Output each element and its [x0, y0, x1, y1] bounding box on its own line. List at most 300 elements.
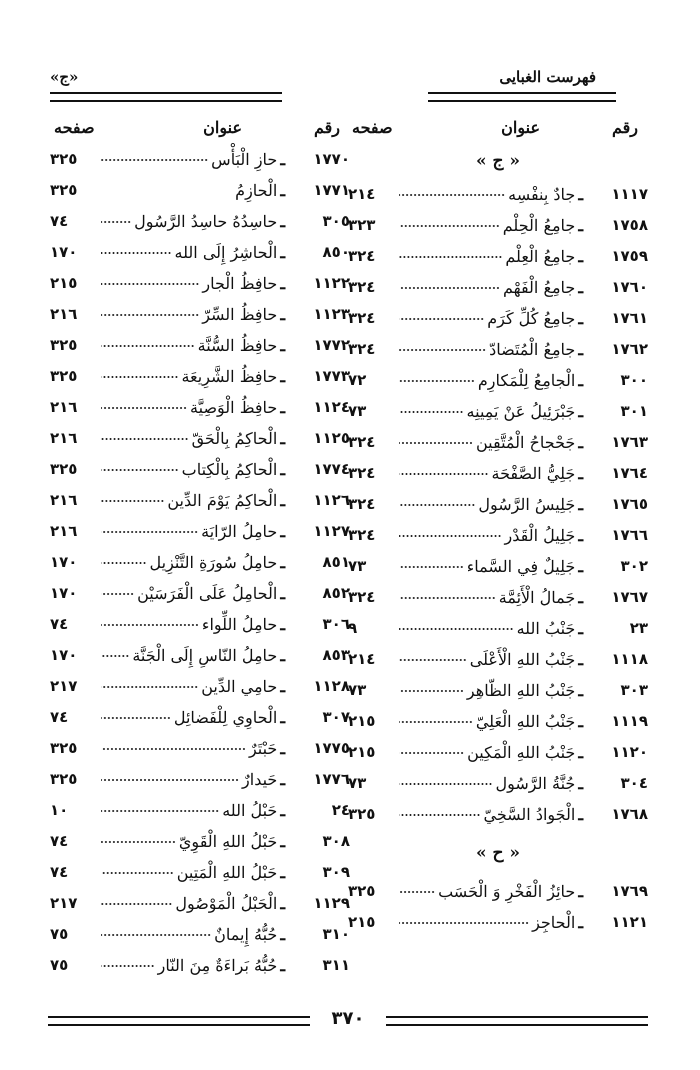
entry-number: ٨٥٢ [322, 584, 350, 602]
entry-number: ١٧٥٨ [611, 216, 648, 234]
entry-title: حافِظُ الْوَصِيَّة [190, 398, 278, 417]
entry-page: ٢١٧ [50, 894, 78, 912]
entry-page: ٣٢٥ [50, 739, 78, 757]
entry-page: ٧٣ [348, 774, 367, 792]
entry-title: جَنْبُ اللهِ الظّاهِر [466, 681, 576, 700]
entry-title: الْحاشِرُ إِلَى الله [174, 243, 278, 262]
column-header [50, 118, 350, 144]
index-entry [348, 241, 648, 272]
leader-dots [399, 623, 514, 635]
entry-dash: ـ [578, 247, 583, 266]
entry-number: ١١٢٤ [313, 398, 350, 416]
entry-number: ١١٢٠ [611, 743, 648, 761]
entry-number: ٣١٠ [322, 925, 350, 943]
entry-dash: ـ [280, 708, 285, 727]
entry-dash: ـ [578, 526, 583, 545]
entry-dash: ـ [578, 588, 583, 607]
entry-dash: ـ [280, 956, 285, 975]
entry-page: ٣٢٥ [50, 770, 78, 788]
index-entry [348, 876, 648, 907]
entry-page: ٧٣ [348, 681, 367, 699]
entry-dash: ـ [280, 646, 285, 665]
entry-dash: ـ [578, 216, 583, 235]
entry-dash: ـ [578, 495, 583, 514]
entry-page: ٢١٧ [50, 677, 78, 695]
leader-dots [399, 716, 473, 728]
header-title: فهرست الغبايى [499, 68, 596, 86]
leader-dots [399, 437, 473, 449]
entry-page: ٧٤ [50, 863, 69, 881]
left-column [50, 118, 350, 981]
leader-dots [101, 681, 198, 693]
footer [48, 1010, 648, 1034]
index-entry [50, 423, 350, 454]
entry-list [348, 179, 648, 830]
entry-number: ٨٥٣ [322, 646, 350, 664]
entry-page: ٣٢٥ [50, 336, 78, 354]
entry-title: الْحامِلُ عَلَى الْفَرَسَيْن [137, 584, 278, 603]
header-title-col: عنوان [501, 118, 540, 137]
leader-dots [101, 278, 199, 290]
entry-dash: ـ [578, 712, 583, 731]
index-entry [50, 237, 350, 268]
entry-title: الْحاكِمُ يَوْمَ الدِّين [167, 491, 278, 510]
entry-number: ١١١٩ [611, 712, 648, 730]
entry-number: ٣٠١ [620, 402, 648, 420]
index-entry [50, 671, 350, 702]
index-entry [348, 675, 648, 706]
index-entry [348, 427, 648, 458]
entry-dash: ـ [280, 305, 285, 324]
leader-dots [399, 747, 464, 759]
leader-dots [101, 743, 246, 755]
entry-page: ٢١٥ [348, 913, 376, 931]
index-entry [50, 454, 350, 485]
entry-title: الْحَبْلُ الْمَوْصُول [175, 894, 278, 913]
entry-title: الْحازِمُ [235, 181, 278, 200]
entry-number: ١٧٦٦ [611, 526, 648, 544]
header-number: رقم [611, 118, 638, 137]
leader-dots [101, 402, 187, 414]
entry-dash: ـ [280, 212, 285, 231]
entry-title: جَنْبُ اللهِ الْمَكِين [467, 743, 576, 762]
leader-dots [101, 960, 155, 972]
entry-title: حامِلُ الرّايَة [201, 522, 278, 541]
header-number: رقم [313, 118, 340, 137]
leader-dots [399, 251, 502, 263]
entry-dash: ـ [280, 832, 285, 851]
header-page: صفحه [54, 118, 95, 137]
entry-number: ١١٢١ [611, 913, 648, 931]
entry-page: ٢١٦ [50, 491, 78, 509]
index-entry [348, 706, 648, 737]
entry-number: ١٧٦٩ [611, 882, 648, 900]
index-entry [50, 144, 350, 175]
entry-page: ٢١٥ [348, 743, 376, 761]
section-heading: « ح » [475, 843, 521, 863]
entry-title: حُبُّهُ إِيمانٌ [214, 925, 278, 944]
index-entry [50, 268, 350, 299]
entry-dash: ـ [578, 557, 583, 576]
entry-number: ٣٠٥ [322, 212, 350, 230]
leader-dots [399, 561, 464, 573]
entry-dash: ـ [280, 181, 285, 200]
entry-page: ٣٢٤ [348, 278, 376, 296]
entry-number: ٣٠٩ [322, 863, 350, 881]
entry-title: جامِعُ الْحِلْم [502, 216, 576, 235]
leader-dots [399, 406, 464, 418]
entry-page: ٣٢٤ [348, 588, 376, 606]
index-entry [348, 582, 648, 613]
leader-dots [399, 530, 502, 542]
entry-page: ١٧٠ [50, 243, 78, 261]
entry-number: ١٧٧٦ [313, 770, 350, 788]
entry-dash: ـ [578, 913, 583, 932]
entry-title: جامِعُ الْمُتَضادّ [489, 340, 576, 359]
entry-dash: ـ [578, 433, 583, 452]
entry-number: ١٧٧٠ [313, 150, 350, 168]
leader-dots [101, 805, 219, 817]
leader-dots [101, 526, 198, 538]
entry-number: ١٧٦٧ [611, 588, 648, 606]
entry-dash: ـ [280, 863, 285, 882]
entry-page: ٣٢٤ [348, 309, 376, 327]
entry-number: ٢٤ [331, 801, 350, 819]
entry-title: الْجامِعُ لِلْمَكارِم [477, 371, 576, 390]
page-number: ٣٧٠ [316, 1008, 380, 1029]
entry-page: ٧٤ [50, 832, 69, 850]
entry-dash: ـ [578, 185, 583, 204]
entry-dash: ـ [578, 278, 583, 297]
entry-number: ١٧٦٢ [611, 340, 648, 358]
entry-title: حافِظُ السِّرّ [202, 305, 278, 324]
entry-number: ١١١٨ [611, 650, 648, 668]
entry-title: حافِظُ السُّنَّة [197, 336, 278, 355]
entry-number: ١٧٦٤ [611, 464, 648, 482]
entry-page: ٢١٥ [50, 274, 78, 292]
entry-dash: ـ [280, 739, 285, 758]
entry-page: ٣٢٤ [348, 340, 376, 358]
entry-title: حازِ الْبَأْس [211, 150, 278, 169]
entry-page: ٣٢٤ [348, 495, 376, 513]
entry-page: ٧٤ [50, 708, 69, 726]
entry-title: حاسِدُهُ حاسِدُ الرَّسُول [134, 212, 278, 231]
entry-title: الْحاجِز [532, 913, 576, 932]
entry-title: جَنْبُ الله [516, 619, 576, 638]
entry-page: ١٠ [50, 801, 69, 819]
entry-dash: ـ [280, 274, 285, 293]
index-entry [348, 210, 648, 241]
entry-page: ٣٢٤ [348, 464, 376, 482]
entry-title: الْحاكِمُ بِالْحَقّ [191, 429, 278, 448]
leader-dots [399, 685, 464, 697]
entry-dash: ـ [578, 619, 583, 638]
index-entry [348, 303, 648, 334]
leader-dots [101, 433, 189, 445]
leader-dots [399, 917, 529, 929]
entry-number: ١١٢٧ [313, 522, 350, 540]
entry-dash: ـ [578, 464, 583, 483]
leader-dots [101, 712, 171, 724]
leader-dots [399, 189, 505, 201]
leader-dots [101, 247, 172, 259]
entry-number: ١٧٦٣ [611, 433, 648, 451]
entry-dash: ـ [280, 925, 285, 944]
leader-dots [399, 654, 467, 666]
leader-dots [399, 778, 492, 790]
entry-number: ١٧٦٥ [611, 495, 648, 513]
footer-rule-right [386, 1016, 648, 1026]
entry-page: ٣٢٤ [348, 526, 376, 544]
entry-number: ١١٢٨ [313, 677, 350, 695]
header-rule-right [428, 92, 616, 102]
index-entry [348, 737, 648, 768]
section-heading: « ج » [475, 151, 521, 171]
entry-dash: ـ [280, 150, 285, 169]
entry-dash: ـ [578, 743, 583, 762]
entry-dash: ـ [280, 894, 285, 913]
entry-dash: ـ [280, 553, 285, 572]
entry-title: حَبْتَرٌ [248, 739, 278, 758]
leader-dots [101, 619, 199, 631]
index-entry [50, 516, 350, 547]
entry-dash: ـ [578, 681, 583, 700]
entry-title: جُنَّةُ الرَّسُول [495, 774, 576, 793]
entry-number: ٣٠٠ [620, 371, 648, 389]
entry-page: ٧٥ [50, 925, 69, 943]
leader-dots [101, 309, 199, 321]
leader-dots [101, 650, 129, 662]
entry-title: جامِعُ الْعِلْم [505, 247, 576, 266]
entry-title: حُبُّهُ بَراءَةٌ مِنَ النّار [157, 956, 278, 975]
entry-title: حامِلُ سُورَةِ التَّنْزِيل [149, 553, 278, 572]
entry-dash: ـ [578, 340, 583, 359]
index-entry [50, 795, 350, 826]
entry-dash: ـ [578, 309, 583, 328]
entry-number: ١٧٧٥ [313, 739, 350, 757]
entry-number: ١٧٥٩ [611, 247, 648, 265]
header-page: صفحه [352, 118, 393, 137]
index-entry [348, 768, 648, 799]
entry-title: حافِظُ الشَّرِيعَة [181, 367, 278, 386]
index-entry [50, 950, 350, 981]
entry-page: ٧٣ [348, 402, 367, 420]
entry-number: ١١٢٢ [313, 274, 350, 292]
leader-dots [399, 344, 486, 356]
header-rule-left [50, 92, 282, 102]
entry-dash: ـ [578, 805, 583, 824]
entry-page: ٧٤ [50, 212, 69, 230]
entry-title: جَلِيُّ الصَّفْحَة [491, 464, 576, 483]
index-entry [348, 644, 648, 675]
entry-dash: ـ [280, 367, 285, 386]
entry-list [348, 876, 648, 938]
leader-dots [399, 592, 496, 604]
entry-page: ٣٢٤ [348, 247, 376, 265]
index-entry [348, 334, 648, 365]
index-entry [50, 609, 350, 640]
entry-title: حامِلُ النّاسِ إِلَى الْجَنَّة [132, 646, 278, 665]
entry-page: ٣٢٥ [50, 460, 78, 478]
entry-dash: ـ [280, 491, 285, 510]
entry-title: حَبْلُ اللهِ الْقَوِيّ [178, 832, 278, 851]
entry-number: ١٧٦٨ [611, 805, 648, 823]
entry-dash: ـ [280, 522, 285, 541]
entry-page: ٢١٦ [50, 429, 78, 447]
leader-dots [101, 340, 195, 352]
entry-title: جادٌ بِنفْسِه [508, 185, 576, 204]
entry-title: حائِزُ الْفَخْرِ وَ الْحَسَب [438, 882, 576, 901]
index-entry [50, 578, 350, 609]
entry-page: ٢١٤ [348, 185, 376, 203]
entry-page: ٢١٦ [50, 398, 78, 416]
entry-page: ٣٢٥ [348, 882, 376, 900]
leader-dots [101, 836, 176, 848]
entry-page: ١٧٠ [50, 646, 78, 664]
entry-title: الْحاكِمُ بِالْكِتاب [181, 460, 278, 479]
index-entry [50, 299, 350, 330]
index-entry [348, 489, 648, 520]
index-entry [348, 396, 648, 427]
index-entry [50, 888, 350, 919]
entry-dash: ـ [578, 650, 583, 669]
entry-title: حافِظُ الْجار [202, 274, 278, 293]
entry-page: ٢١٦ [50, 305, 78, 323]
entry-title: جَبْرَئِيلُ عَنْ يَمِينِه [466, 402, 576, 421]
leader-dots [101, 464, 179, 476]
index-entry [50, 206, 350, 237]
leader-dots [101, 371, 178, 383]
leader-dots [101, 216, 131, 228]
index-entry [348, 179, 648, 210]
index-entry [348, 551, 648, 582]
leader-dots [399, 468, 489, 480]
index-entry [50, 733, 350, 764]
entry-page: ٣٢٥ [50, 181, 78, 199]
entry-number: ١١٢٥ [313, 429, 350, 447]
leader-dots [399, 282, 500, 294]
entry-number: ٣١١ [322, 956, 350, 974]
entry-list [50, 144, 350, 981]
index-entry [50, 857, 350, 888]
header-title-col: عنوان [203, 118, 242, 137]
entry-title: حَيدارٌ [242, 770, 278, 789]
entry-dash: ـ [280, 770, 285, 789]
entry-page: ٧٤ [50, 615, 69, 633]
index-entry [50, 919, 350, 950]
index-entry [50, 702, 350, 733]
leader-dots [101, 929, 211, 941]
header-section-mark: «ج» [50, 68, 79, 86]
entry-title: جَحْجاحُ الْمُتَّقِين [475, 433, 576, 452]
index-entry [50, 330, 350, 361]
entry-number: ١٧٦٠ [611, 278, 648, 296]
leader-dots [399, 375, 475, 387]
index-entry [348, 520, 648, 551]
entry-number: ٣٠٣ [620, 681, 648, 699]
entry-page: ٢١٥ [348, 712, 376, 730]
index-entry [348, 365, 648, 396]
entry-number: ٣٠٦ [322, 615, 350, 633]
entry-page: ٢١٦ [50, 522, 78, 540]
entry-number: ٨٥١ [322, 553, 350, 571]
entry-page: ٢١٤ [348, 650, 376, 668]
entry-title: جامِعُ كُلِّ كَرَم [487, 309, 576, 328]
entry-dash: ـ [280, 429, 285, 448]
leader-dots [101, 898, 172, 910]
entry-title: حَبْلُ الله [222, 801, 278, 820]
footer-rule-left [48, 1016, 310, 1026]
entry-number: ٣٠٨ [322, 832, 350, 850]
index-entry [348, 613, 648, 644]
entry-page: ٧٥ [50, 956, 69, 974]
entry-title: جَلِيلُ الْقَدْر [504, 526, 576, 545]
index-entry [50, 392, 350, 423]
leader-dots [101, 495, 164, 507]
leader-dots [101, 774, 239, 786]
entry-page: ١٧٠ [50, 553, 78, 571]
entry-dash: ـ [578, 402, 583, 421]
entry-title: حامِلُ اللِّواء [201, 615, 278, 634]
entry-title: حامِي الدِّين [201, 677, 278, 696]
entry-page: ١٧٠ [50, 584, 78, 602]
index-entry [50, 361, 350, 392]
entry-page: ٣٢٥ [50, 367, 78, 385]
entry-number: ١٧٧٤ [313, 460, 350, 478]
entry-dash: ـ [280, 243, 285, 262]
index-entry [50, 175, 350, 206]
entry-number: ١١٢٩ [313, 894, 350, 912]
entry-title: جَنْبُ اللهِ الْعَلِيّ [475, 712, 576, 731]
index-entry [50, 547, 350, 578]
entry-dash: ـ [578, 371, 583, 390]
leader-dots [399, 886, 435, 898]
entry-dash: ـ [578, 774, 583, 793]
leader-dots [399, 313, 484, 325]
entry-number: ٨٥٠ [322, 243, 350, 261]
index-entry [348, 907, 648, 938]
leader-dots [101, 588, 134, 600]
entry-page: ٩ [348, 619, 358, 637]
entry-number: ١١٢٣ [313, 305, 350, 323]
index-entry [50, 764, 350, 795]
entry-number: ٢٣ [629, 619, 648, 637]
entry-page: ٧٢ [348, 371, 367, 389]
leader-dots [101, 154, 208, 166]
entry-number: ١١٢٦ [313, 491, 350, 509]
entry-page: ٧٣ [348, 557, 367, 575]
entry-title: جَلِيسُ الرَّسُول [478, 495, 576, 514]
entry-dash: ـ [578, 882, 583, 901]
entry-title: جَلِيلٌ فِي السَّماء [466, 557, 576, 576]
entry-dash: ـ [280, 398, 285, 417]
entry-number: ١٧٦١ [611, 309, 648, 327]
entry-page: ٣٢٥ [348, 805, 376, 823]
index-entry [348, 458, 648, 489]
leader-dots [399, 220, 500, 232]
entry-title: الْجَوادُ السَّخِيّ [483, 805, 576, 824]
entry-title: جَنْبُ اللهِ الْأَعْلَى [469, 650, 576, 669]
leader-dots [399, 809, 480, 821]
entry-number: ٣٠٤ [620, 774, 648, 792]
entry-number: ١٧٧١ [313, 181, 350, 199]
index-entry [50, 485, 350, 516]
entry-dash: ـ [280, 584, 285, 603]
right-column [348, 118, 648, 938]
entry-page: ٣٢٣ [348, 216, 376, 234]
index-entry [50, 640, 350, 671]
entry-title: جامِعُ الْفَهْم [502, 278, 576, 297]
